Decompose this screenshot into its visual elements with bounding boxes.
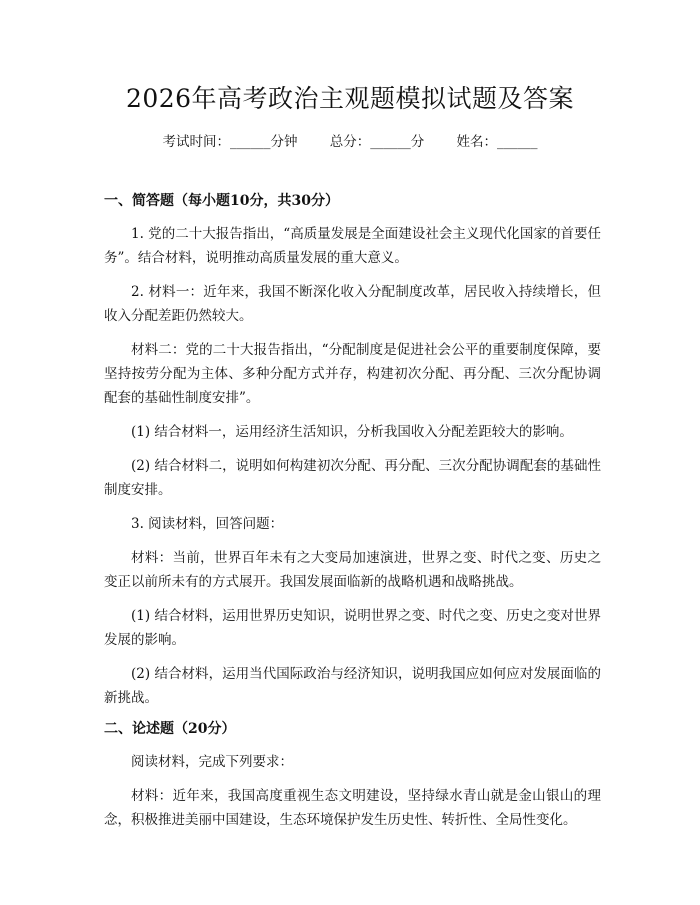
student-name-field: 姓名：______ <box>456 134 538 150</box>
essay-instruction: 阅读材料，完成下列要求： <box>131 754 293 770</box>
question-2-part-2: (2) 结合材料二，说明如何构建初次分配、再分配、三次分配协调配套的基础性制度安排。 <box>104 458 601 498</box>
question-2-material-1: 2. 材料一：近年来，我国不断深化收入分配制度改革，居民收入持续增长，但收入分配差距仍然较大。 <box>104 284 601 324</box>
total-score-field: 总分：______分 <box>329 134 425 150</box>
section-heading-essay: 二、论述题（20分） <box>104 721 236 737</box>
section-heading-short-answer: 一、简答题（每小题10分，共30分） <box>104 193 339 209</box>
question-1: 1. 党的二十大报告指出，“高质量发展是全面建设社会主义现代化国家的首要任务”。结合材料，说明推动高质量发展的重大意义。 <box>104 226 601 266</box>
question-3-material: 材料：当前，世界百年未有之大变局加速演进，世界之变、时代之变、历史之变正以前所未有的方式展开。我国发展面临新的战略机遇和战略挑战。 <box>104 550 601 590</box>
question-3-intro: 3. 阅读材料，回答问题： <box>131 516 284 532</box>
exam-meta <box>0 132 700 152</box>
exam-time-field: 考试时间：______分钟 <box>162 134 298 150</box>
question-3-part-2: (2) 结合材料，运用当代国际政治与经济知识，说明我国应如何应对发展面临的新挑战。 <box>104 666 601 706</box>
document-title: 2026年高考政治主观题模拟试题及答案 <box>125 84 575 113</box>
document-body <box>104 190 601 842</box>
question-2-part-1: (1) 结合材料一，运用经济生活知识，分析我国收入分配差距较大的影响。 <box>131 424 573 440</box>
question-3-part-1: (1) 结合材料，运用世界历史知识，说明世界之变、时代之变、历史之变对世界发展的影响。 <box>104 608 601 648</box>
essay-material: 材料：近年来，我国高度重视生态文明建设，坚持绿水青山就是金山银山的理念，积极推进美丽中国建设，生态环境保护发生历史性、转折性、全局性变化。 <box>104 788 601 828</box>
question-2-material-2: 材料二：党的二十大报告指出，“分配制度是促进社会公平的重要制度保障，要坚持按劳分配为主体、多种分配方式并存，构建初次分配、再分配、三次分配协调配套的基础性制度安排”。 <box>104 342 601 406</box>
